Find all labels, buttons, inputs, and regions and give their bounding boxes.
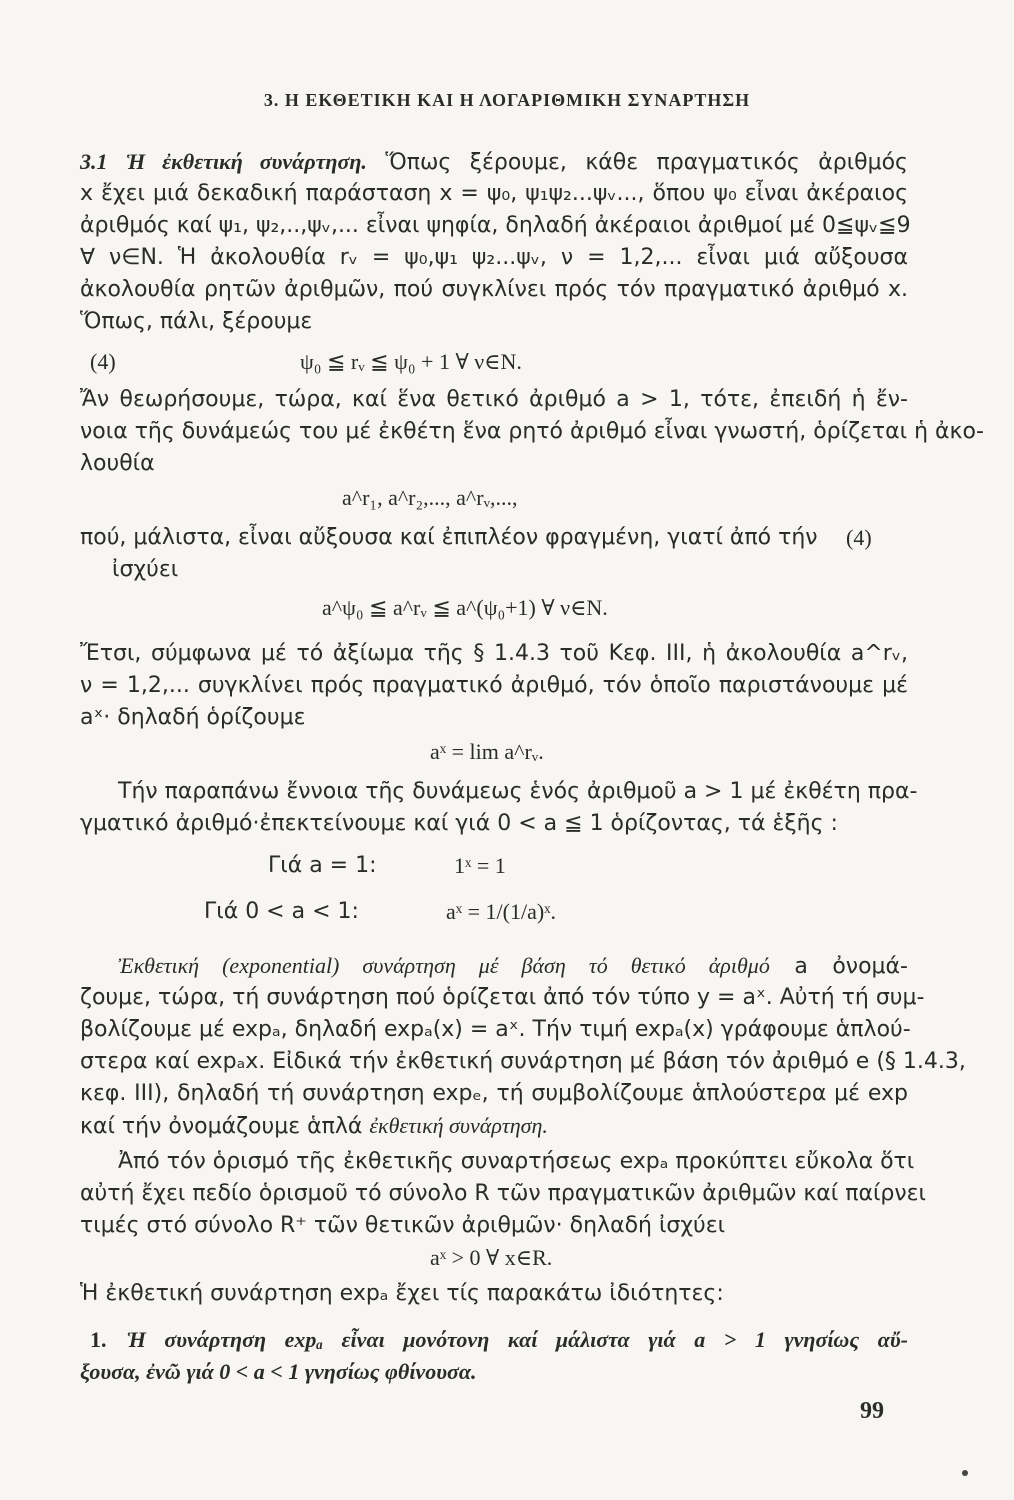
term-emphasis: ἐκθετική συνάρτηση. <box>369 1113 548 1138</box>
text-line: αὐτή ἔχει πεδίο ὁρισμοῦ τό σύνολο R τῶν πραγματικῶν ἀριθμῶν καί παίρνει <box>80 1181 927 1206</box>
case-condition: Γιά a = 1: <box>268 853 377 878</box>
text-line: ἀκολουθία ρητῶν ἀριθμῶν, πού συγκλίνει πρός τόν πραγματικό ἀριθμό x. <box>80 277 908 302</box>
text-line: πού, μάλιστα, εἶναι αὔξουσα καί ἐπιπλέον φραγμένη, γιατί ἀπό τήν <box>80 525 818 550</box>
text-line: ἰσχύει <box>112 557 179 582</box>
text-fragment: a ὀνομά- <box>794 954 908 979</box>
text-line: λουθία <box>80 451 155 476</box>
equation-reference: (4) <box>846 525 872 550</box>
text-line: Τήν παραπάνω ἔννοια τῆς δυνάμεως ἑνός ἀριθμοῦ a > 1 μέ ἐκθέτη πρα- <box>118 779 918 804</box>
chapter-title: 3. Η ΕΚΘΕΤΙΚΗ ΚΑΙ Η ΛΟΓΑΡΙΘΜΙΚΗ ΣΥΝΑΡΤΗΣΗ <box>263 90 751 110</box>
text-line: ∀ ν∈N. Ἡ ἀκολουθία rᵥ = ψ₀,ψ₁ ψ₂...ψᵥ, ν = 1,2,... εἶναι μιά αὔξουσα <box>80 245 908 270</box>
text-line: Ἔτσι, σύμφωνα μέ τό ἀξίωμα τῆς § 1.4.3 τοῦ Κεφ. III, ἡ ἀκολουθία a^rᵥ, <box>80 641 908 666</box>
text-line: βολίζουμε μέ expₐ, δηλαδή expₐ(x) = aˣ. Τήν τιμή expₐ(x) γράφουμε ἁπλού- <box>80 1017 911 1042</box>
text-line: Ἡ ἐκθετική συνάρτηση expₐ ἔχει τίς παρακάτω ἰδιότητες: <box>80 1281 724 1306</box>
property-text: ξουσα, ἐνῶ γιά 0 < a < 1 γνησίως φθίνουσα. <box>80 1359 477 1384</box>
text-line: νοια τῆς δυνάμεώς του μέ ἐκθέτη ἕνα ρητό ἀριθμό εἶναι γνωστή, ὁρίζεται ἡ ἀκο- <box>80 419 984 444</box>
text-line <box>80 1112 908 1141</box>
section-number: 3.1 <box>80 149 108 174</box>
equation-label: (4) <box>90 349 116 374</box>
text-line: τιμές στό σύνολο R⁺ τῶν θετικῶν ἀριθμῶν· δηλαδή ἰσχύει <box>80 1213 726 1238</box>
text-line: στερα καί expₐx. Εἰδικά τήν ἐκθετική συνάρτηση μέ βάση τόν ἀριθμό e (§ 1.4.3, <box>80 1049 966 1074</box>
text-line: Ἄν θεωρήσουμε, τώρα, καί ἕνα θετικό ἀριθμό a > 1, τότε, ἐπειδή ἡ ἔν- <box>80 387 908 412</box>
section-heading: Ἡ ἐκθετική συνάρτηση. <box>125 149 367 174</box>
property-text: Ἡ συνάρτηση expₐ εἶναι μονότονη καί μάλιστα γιά a > 1 γνησίως αὔ- <box>126 1327 908 1352</box>
text-line: Ἀπό τόν ὁρισμό τῆς ἐκθετικῆς συναρτήσεως expₐ προκύπτει εὔκολα ὅτι <box>118 1149 915 1174</box>
text-line: ἀριθμός καί ψ₁, ψ₂,..,ψᵥ,... εἶναι ψηφία, δηλαδή ἀκέραιοι ἀριθμοί μέ 0≦ψᵥ≦9 <box>80 213 911 238</box>
section-first-line <box>80 148 908 177</box>
case-value: aˣ = 1/(1/a)ˣ. <box>446 899 557 924</box>
equation-4: ψ₀ ≦ rᵥ ≦ ψ₀ + 1 ∀ ν∈N. <box>300 349 522 374</box>
text-line: Ὅπως, πάλι, ξέρουμε <box>80 309 313 334</box>
limit-definition: aˣ = lim a^rᵥ. <box>430 739 544 764</box>
ink-speck <box>962 1470 968 1476</box>
page-number: 99 <box>860 1398 884 1424</box>
definition-term: Ἐκθετική (exponential) συνάρτηση μέ βάση τό θετικό ἀριθμό <box>118 953 770 978</box>
property-number: 1. <box>90 1327 107 1352</box>
text-line: ν = 1,2,... συγκλίνει πρός πραγματικό ἀριθμό, τόν ὁποῖο παριστάνουμε μέ <box>80 673 908 698</box>
text-line: γματικό ἀριθμό·ἐπεκτείνουμε καί γιά 0 < a ≦ 1 ὁρίζοντας, τά ἑξῆς : <box>80 811 838 836</box>
case-value: 1ˣ = 1 <box>454 853 506 878</box>
text-fragment: καί τήν ὀνομάζουμε ἁπλά <box>80 1114 363 1139</box>
case-condition: Γιά 0 < a < 1: <box>204 899 359 924</box>
text-line: x ἔχει μιά δεκαδική παράσταση x = ψ₀, ψ₁ψ₂...ψᵥ..., ὅπου ψ₀ εἶναι ἀκέραιος <box>80 181 908 206</box>
text-line: κεφ. III), δηλαδή τή συνάρτηση expₑ, τή συμβολίζουμε ἁπλούστερα μέ exp <box>80 1081 908 1106</box>
text-line: aˣ· δηλαδή ὁρίζουμε <box>80 705 306 730</box>
text-line: ζουμε, τώρα, τή συνάρτηση πού ὁρίζεται ἀπό τόν τύπο y = aˣ. Αὐτή τή συμ- <box>80 985 925 1010</box>
definition-line <box>118 952 908 981</box>
text-line: Ὅπως ξέρουμε, κάθε πραγματικός ἀριθμός <box>385 150 908 175</box>
sequence-formula: a^r₁, a^r₂,..., a^rᵥ,..., <box>342 485 518 510</box>
bound-formula: a^ψ₀ ≦ a^rᵥ ≦ a^(ψ₀+1) ∀ ν∈N. <box>322 595 608 620</box>
property-line <box>90 1326 908 1355</box>
positivity-formula: aˣ > 0 ∀ x∈R. <box>430 1245 553 1270</box>
